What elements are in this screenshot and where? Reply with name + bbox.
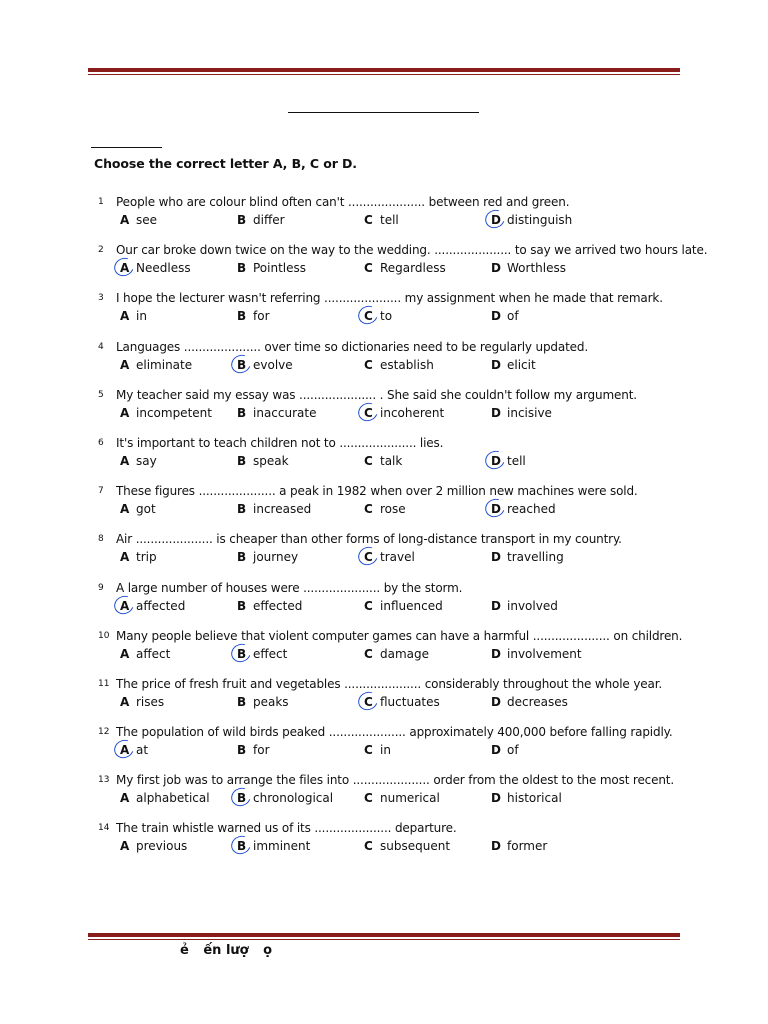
option-text: rises (136, 694, 165, 709)
option-text: Worthless (507, 261, 566, 276)
option-text: historical (507, 791, 562, 806)
answer-option-a[interactable] (120, 406, 212, 420)
option-text: say (136, 453, 157, 468)
pen-circle-mark (228, 640, 254, 665)
answer-option-c[interactable] (364, 647, 429, 661)
option-letter: A (120, 405, 130, 420)
option-text: Regardless (380, 261, 446, 276)
question-item (98, 195, 678, 243)
answer-option-a[interactable] (120, 454, 157, 468)
option-text: eliminate (136, 357, 193, 372)
answer-option-a[interactable] (120, 599, 185, 613)
question-item (98, 581, 678, 629)
answer-option-d[interactable] (491, 791, 562, 805)
answer-options (120, 599, 680, 617)
answer-option-b[interactable] (237, 358, 293, 372)
option-letter: B (237, 694, 247, 709)
option-text: effected (253, 598, 303, 613)
option-text: decreases (507, 694, 568, 709)
pen-circle-mark (482, 448, 508, 473)
option-letter: B (237, 309, 247, 324)
question-stem: It's important to teach children not to ..................... lies. (116, 435, 444, 450)
answer-option-d[interactable] (491, 358, 536, 372)
question-stem: I hope the lecturer wasn't referring ..................... my assignment when he made that remark. (116, 291, 663, 306)
option-letter: B (237, 791, 251, 805)
question-stem: These figures ..................... a peak in 1982 when over 2 million new machines were sold. (116, 484, 638, 499)
option-letter: C (364, 502, 373, 517)
question-item (98, 243, 708, 291)
option-text: incompetent (136, 405, 212, 420)
question-number: 12 (98, 727, 110, 738)
answer-option-c[interactable] (364, 839, 450, 853)
answer-option-b[interactable] (237, 406, 316, 420)
option-text: damage (380, 646, 430, 661)
option-text: travelling (507, 550, 564, 565)
option-text: Pointless (253, 261, 307, 276)
pen-circle-mark (111, 592, 137, 617)
option-text: alphabetical (136, 791, 210, 806)
answer-option-a[interactable] (120, 743, 148, 757)
answer-option-c[interactable] (364, 502, 406, 516)
option-letter: C (364, 357, 373, 372)
title-underline (288, 112, 479, 113)
answer-option-c[interactable] (364, 599, 443, 613)
option-text: Needless (136, 261, 191, 276)
answer-option-a[interactable] (120, 213, 157, 227)
answer-option-a[interactable] (120, 695, 164, 709)
pen-circle-mark (228, 785, 254, 810)
answer-option-d[interactable] (491, 406, 552, 420)
option-text: speak (253, 453, 289, 468)
option-letter: A (120, 646, 130, 661)
answer-option-d[interactable] (491, 502, 556, 516)
option-letter: A (120, 357, 130, 372)
answer-option-a[interactable] (120, 261, 191, 275)
option-text: fluctuates (380, 694, 440, 709)
option-letter: A (120, 261, 134, 275)
option-text: peaks (253, 694, 289, 709)
option-letter: C (364, 213, 373, 227)
section-underline (91, 147, 162, 148)
question-stem: Air ..................... is cheaper than other forms of long-distance transport in my country. (116, 532, 622, 547)
option-text: for (253, 743, 270, 758)
answer-option-b[interactable] (237, 839, 310, 853)
option-letter: B (237, 502, 247, 517)
footer-part: ến lượ (203, 943, 249, 958)
pen-circle-mark (228, 833, 254, 858)
option-letter: D (491, 405, 501, 420)
option-letter: C (364, 791, 373, 806)
question-stem: My teacher said my essay was ..................... . She said she couldn't follow my argument. (116, 387, 637, 402)
option-text: trip (136, 550, 157, 565)
pen-circle-mark (228, 351, 254, 376)
option-letter: C (364, 598, 373, 613)
option-letter: C (364, 453, 373, 468)
option-letter: D (491, 550, 501, 565)
footer-text (180, 943, 282, 958)
answer-options (120, 743, 680, 761)
answer-option-a[interactable] (120, 502, 156, 516)
pen-circle-mark (111, 255, 137, 280)
answer-option-d[interactable] (491, 695, 568, 709)
question-number: 3 (98, 293, 104, 304)
option-letter: A (120, 743, 134, 757)
answer-option-c[interactable] (364, 695, 440, 709)
option-letter: A (120, 791, 130, 806)
option-text: in (380, 743, 391, 758)
answer-options (120, 791, 680, 809)
question-item (98, 821, 678, 869)
pen-circle-mark (355, 303, 381, 328)
bottom-rule (88, 933, 680, 940)
option-text: subsequent (380, 839, 451, 854)
pen-circle-mark (355, 688, 381, 713)
option-letter: A (120, 599, 134, 613)
option-letter: A (120, 453, 130, 468)
answer-option-b[interactable] (237, 599, 302, 613)
answer-option-d[interactable] (491, 213, 572, 227)
option-letter: B (237, 550, 247, 565)
answer-option-b[interactable] (237, 261, 306, 275)
option-text: distinguish (507, 213, 573, 227)
option-text: in (136, 309, 147, 324)
option-letter: A (120, 550, 130, 565)
question-item (98, 340, 678, 388)
option-letter: B (237, 358, 251, 372)
option-text: establish (380, 357, 434, 372)
question-item (98, 532, 678, 580)
instruction: Choose the correct letter A, B, C or D. (94, 156, 357, 171)
answer-option-d[interactable] (491, 454, 526, 468)
option-letter: D (491, 791, 501, 806)
answer-option-c[interactable] (364, 743, 391, 757)
question-item (98, 725, 678, 773)
answer-option-d[interactable] (491, 309, 519, 323)
answer-options (120, 358, 680, 376)
answer-option-d[interactable] (491, 261, 566, 275)
question-stem: Our car broke down twice on the way to the wedding. ..................... to say we arrived two hours late. (116, 243, 708, 258)
option-letter: B (237, 598, 247, 613)
answer-options (120, 213, 680, 231)
question-number: 7 (98, 486, 104, 497)
option-letter: D (491, 839, 501, 854)
question-number: 6 (98, 437, 104, 448)
option-text: numerical (380, 791, 440, 806)
option-text: journey (253, 550, 299, 565)
answer-option-b[interactable] (237, 791, 333, 805)
option-text: see (136, 213, 158, 227)
option-text: of (507, 309, 519, 324)
option-text: rose (380, 502, 406, 517)
question-item (98, 388, 678, 436)
question-item (98, 773, 678, 821)
option-text: affected (136, 598, 186, 613)
question-stem: The price of fresh fruit and vegetables ..................... considerably throughout the whole year. (116, 676, 663, 691)
question-item (98, 677, 678, 725)
answer-option-a[interactable] (120, 309, 147, 323)
question-number: 11 (98, 678, 110, 689)
option-letter: D (491, 213, 505, 227)
option-text: involved (507, 598, 558, 613)
answer-options (120, 309, 680, 327)
option-text: talk (380, 453, 403, 468)
option-text: tell (380, 213, 399, 227)
option-letter: C (364, 839, 373, 854)
question-item (98, 628, 683, 677)
answer-options (120, 550, 680, 568)
option-letter: D (491, 502, 505, 516)
option-letter: C (364, 743, 373, 758)
answer-option-b[interactable] (237, 695, 289, 709)
answer-option-d[interactable] (491, 647, 582, 661)
question-number: 1 (98, 197, 104, 207)
option-letter: D (491, 357, 501, 372)
option-text: chronological (253, 791, 334, 806)
footer-part: ọ (263, 943, 273, 958)
option-text: previous (136, 839, 188, 854)
question-number: 4 (98, 341, 104, 352)
question-stem: A large number of houses were ..................... by the storm. (116, 580, 463, 595)
option-letter: C (364, 406, 378, 420)
question-number: 8 (98, 534, 104, 545)
option-text: at (136, 743, 149, 758)
question-item (98, 291, 678, 339)
option-letter: D (491, 743, 501, 758)
answer-option-c[interactable] (364, 406, 444, 420)
option-text: tell (507, 453, 526, 468)
pen-circle-mark (482, 207, 508, 232)
answer-option-a[interactable] (120, 358, 192, 372)
option-letter: C (364, 309, 378, 323)
option-text: affect (136, 646, 171, 661)
pen-circle-mark (111, 737, 137, 762)
question-stem: The population of wild birds peaked ..................... approximately 400,000 before falling rapidly. (116, 725, 673, 740)
question-item (98, 484, 678, 532)
answer-option-b[interactable] (237, 647, 287, 661)
option-letter: D (491, 454, 505, 468)
option-text: inaccurate (253, 405, 317, 420)
answer-options (120, 502, 680, 520)
option-text: of (507, 743, 519, 758)
answer-option-b[interactable] (237, 213, 285, 227)
answer-option-b[interactable] (237, 550, 298, 564)
answer-options (120, 695, 680, 713)
option-letter: A (120, 502, 130, 517)
answer-options (120, 454, 680, 472)
option-letter: D (491, 646, 501, 661)
pen-circle-mark (355, 399, 381, 424)
option-text: evolve (253, 357, 293, 372)
answer-option-a[interactable] (120, 550, 157, 564)
option-letter: A (120, 213, 130, 227)
option-letter: B (237, 647, 251, 661)
answer-option-c[interactable] (364, 454, 402, 468)
option-text: reached (507, 502, 556, 517)
answer-option-c[interactable] (364, 213, 399, 227)
question-stem: Languages ..................... over time so dictionaries need to be regularly updated. (116, 339, 589, 354)
answer-options (120, 647, 680, 665)
answer-option-c[interactable] (364, 550, 415, 564)
answer-options (120, 406, 680, 424)
option-text: for (253, 309, 270, 324)
option-text: incoherent (380, 405, 445, 420)
answer-option-b[interactable] (237, 309, 270, 323)
option-letter: A (120, 694, 130, 709)
answer-options (120, 839, 680, 857)
answer-option-d[interactable] (491, 550, 564, 564)
answer-option-b[interactable] (237, 502, 311, 516)
option-text: increased (253, 502, 312, 517)
option-letter: C (364, 695, 378, 709)
question-item (98, 436, 678, 484)
option-letter: B (237, 839, 251, 853)
option-letter: D (491, 694, 501, 709)
answer-option-b[interactable] (237, 743, 270, 757)
question-stem: The train whistle warned us of its ..................... departure. (116, 821, 457, 836)
answer-option-a[interactable] (120, 839, 187, 853)
question-number: 13 (98, 775, 110, 786)
answer-option-c[interactable] (364, 358, 434, 372)
option-letter: C (364, 261, 373, 276)
question-list (98, 195, 708, 870)
option-text: effect (253, 646, 288, 661)
answer-option-b[interactable] (237, 454, 289, 468)
question-number: 10 (98, 630, 110, 641)
answer-option-c[interactable] (364, 309, 392, 323)
footer-part: ẻ (180, 943, 189, 958)
answer-option-d[interactable] (491, 743, 519, 757)
question-number: 9 (98, 582, 104, 593)
option-letter: B (237, 743, 247, 758)
option-letter: D (491, 261, 501, 276)
answer-option-a[interactable] (120, 647, 170, 661)
option-text: involvement (507, 646, 582, 661)
option-text: travel (380, 550, 415, 565)
question-number: 5 (98, 389, 104, 400)
option-text: got (136, 502, 156, 517)
top-rule (88, 68, 680, 75)
answer-option-c[interactable] (364, 791, 440, 805)
option-text: imminent (253, 839, 311, 854)
answer-option-d[interactable] (491, 599, 558, 613)
answer-option-a[interactable] (120, 791, 210, 805)
question-number: 2 (98, 245, 104, 256)
option-text: differ (253, 213, 285, 227)
option-letter: C (364, 646, 373, 661)
pen-circle-mark (355, 544, 381, 569)
option-text: to (380, 309, 393, 324)
option-letter: A (120, 309, 130, 324)
option-text: elicit (507, 357, 536, 372)
option-text: influenced (380, 598, 443, 613)
answer-options (120, 261, 680, 279)
option-letter: D (491, 598, 501, 613)
answer-option-c[interactable] (364, 261, 446, 275)
option-letter: C (364, 550, 378, 564)
option-letter: A (120, 839, 130, 854)
option-letter: B (237, 213, 247, 227)
option-letter: B (237, 453, 247, 468)
answer-option-d[interactable] (491, 839, 547, 853)
question-number: 14 (98, 823, 110, 834)
question-stem: My first job was to arrange the files into ..................... order from the oldest to the most recent. (116, 773, 675, 788)
pen-circle-mark (482, 496, 508, 521)
question-stem: People who are colour blind often can't ..................... between red and green. (116, 195, 570, 209)
option-text: former (507, 839, 548, 854)
option-letter: D (491, 309, 501, 324)
option-letter: B (237, 261, 247, 276)
option-letter: B (237, 405, 247, 420)
option-text: incisive (507, 405, 552, 420)
question-stem: Many people believe that violent computer games can have a harmful ..................... on children. (116, 628, 683, 643)
